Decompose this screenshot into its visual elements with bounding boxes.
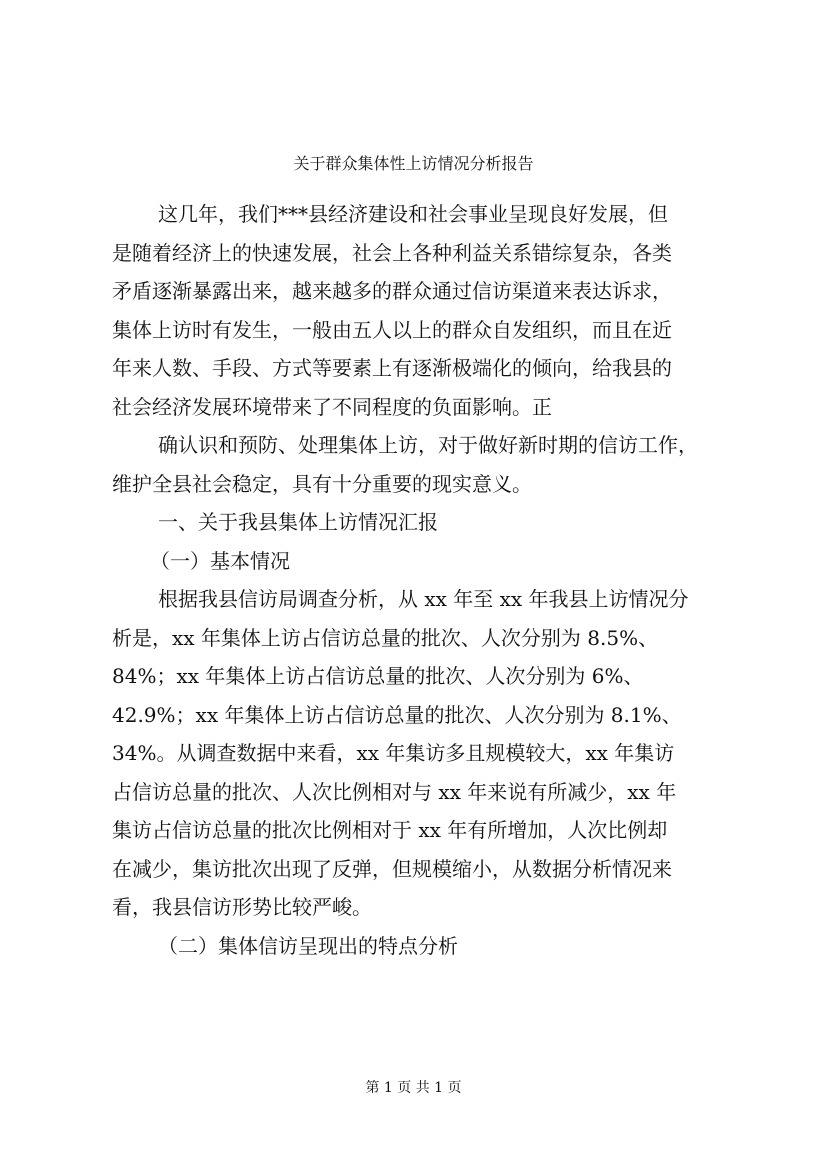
paragraph-line: 年来人数、手段、方式等要素上有逐渐极端化的倾向，给我县的 — [112, 356, 672, 380]
paragraph-line: 是随着经济上的快速发展，社会上各种利益关系错综复杂，各类 — [112, 241, 672, 265]
page-footer: 第 1 页 共 1 页 — [365, 1080, 462, 1096]
paragraph-line: 矛盾逐渐暴露出来，越来越多的群众通过信访渠道来表达诉求， — [112, 279, 672, 303]
paragraph-line: 确认识和预防、处理集体上访，对于做好新时期的信访工作， — [158, 433, 698, 457]
paragraph-line: 析是，xx 年集体上访占信访总量的批次、人次分别为 8.5%、 — [112, 626, 659, 650]
paragraph-line: 这几年，我们***县经济建设和社会事业呈现良好发展，但 — [158, 202, 668, 226]
paragraph-line: 42.9%；xx 年集体上访占信访总量的批次、人次分别为 8.1%、 — [112, 703, 682, 727]
paragraph-line: 维护全县社会稳定，具有十分重要的现实意义。 — [112, 472, 532, 496]
paragraph-line: 在减少，集访批次出现了反弹，但规模缩小，从数据分析情况来 — [112, 857, 672, 881]
subsection-heading: （二）集体信访呈现出的特点分析 — [158, 934, 458, 958]
subsection-heading: （一）基本情况 — [150, 549, 290, 573]
paragraph-line: 集体上访时有发生，一般由五人以上的群众自发组织，而且在近 — [112, 318, 672, 342]
paragraph-line: 根据我县信访局调查分析，从 xx 年至 xx 年我县上访情况分 — [158, 587, 689, 611]
paragraph-line: 看，我县信访形势比较严峻。 — [112, 895, 372, 919]
document-title: 关于群众集体性上访情况分析报告 — [293, 154, 534, 173]
paragraph-line: 社会经济发展环境带来了不同程度的负面影响。正 — [112, 395, 552, 419]
paragraph-line: 84%；xx 年集体上访占信访总量的批次、人次分别为 6%、 — [112, 664, 644, 688]
section-heading: 一、关于我县集体上访情况汇报 — [158, 510, 438, 534]
paragraph-line: 集访占信访总量的批次比例相对于 xx 年有所增加，人次比例却 — [112, 818, 668, 842]
paragraph-line: 34%。从调查数据中来看，xx 年集访多且规模较大，xx 年集访 — [112, 741, 675, 765]
paragraph-line: 占信访总量的批次、人次比例相对与 xx 年来说有所减少，xx 年 — [112, 780, 677, 804]
